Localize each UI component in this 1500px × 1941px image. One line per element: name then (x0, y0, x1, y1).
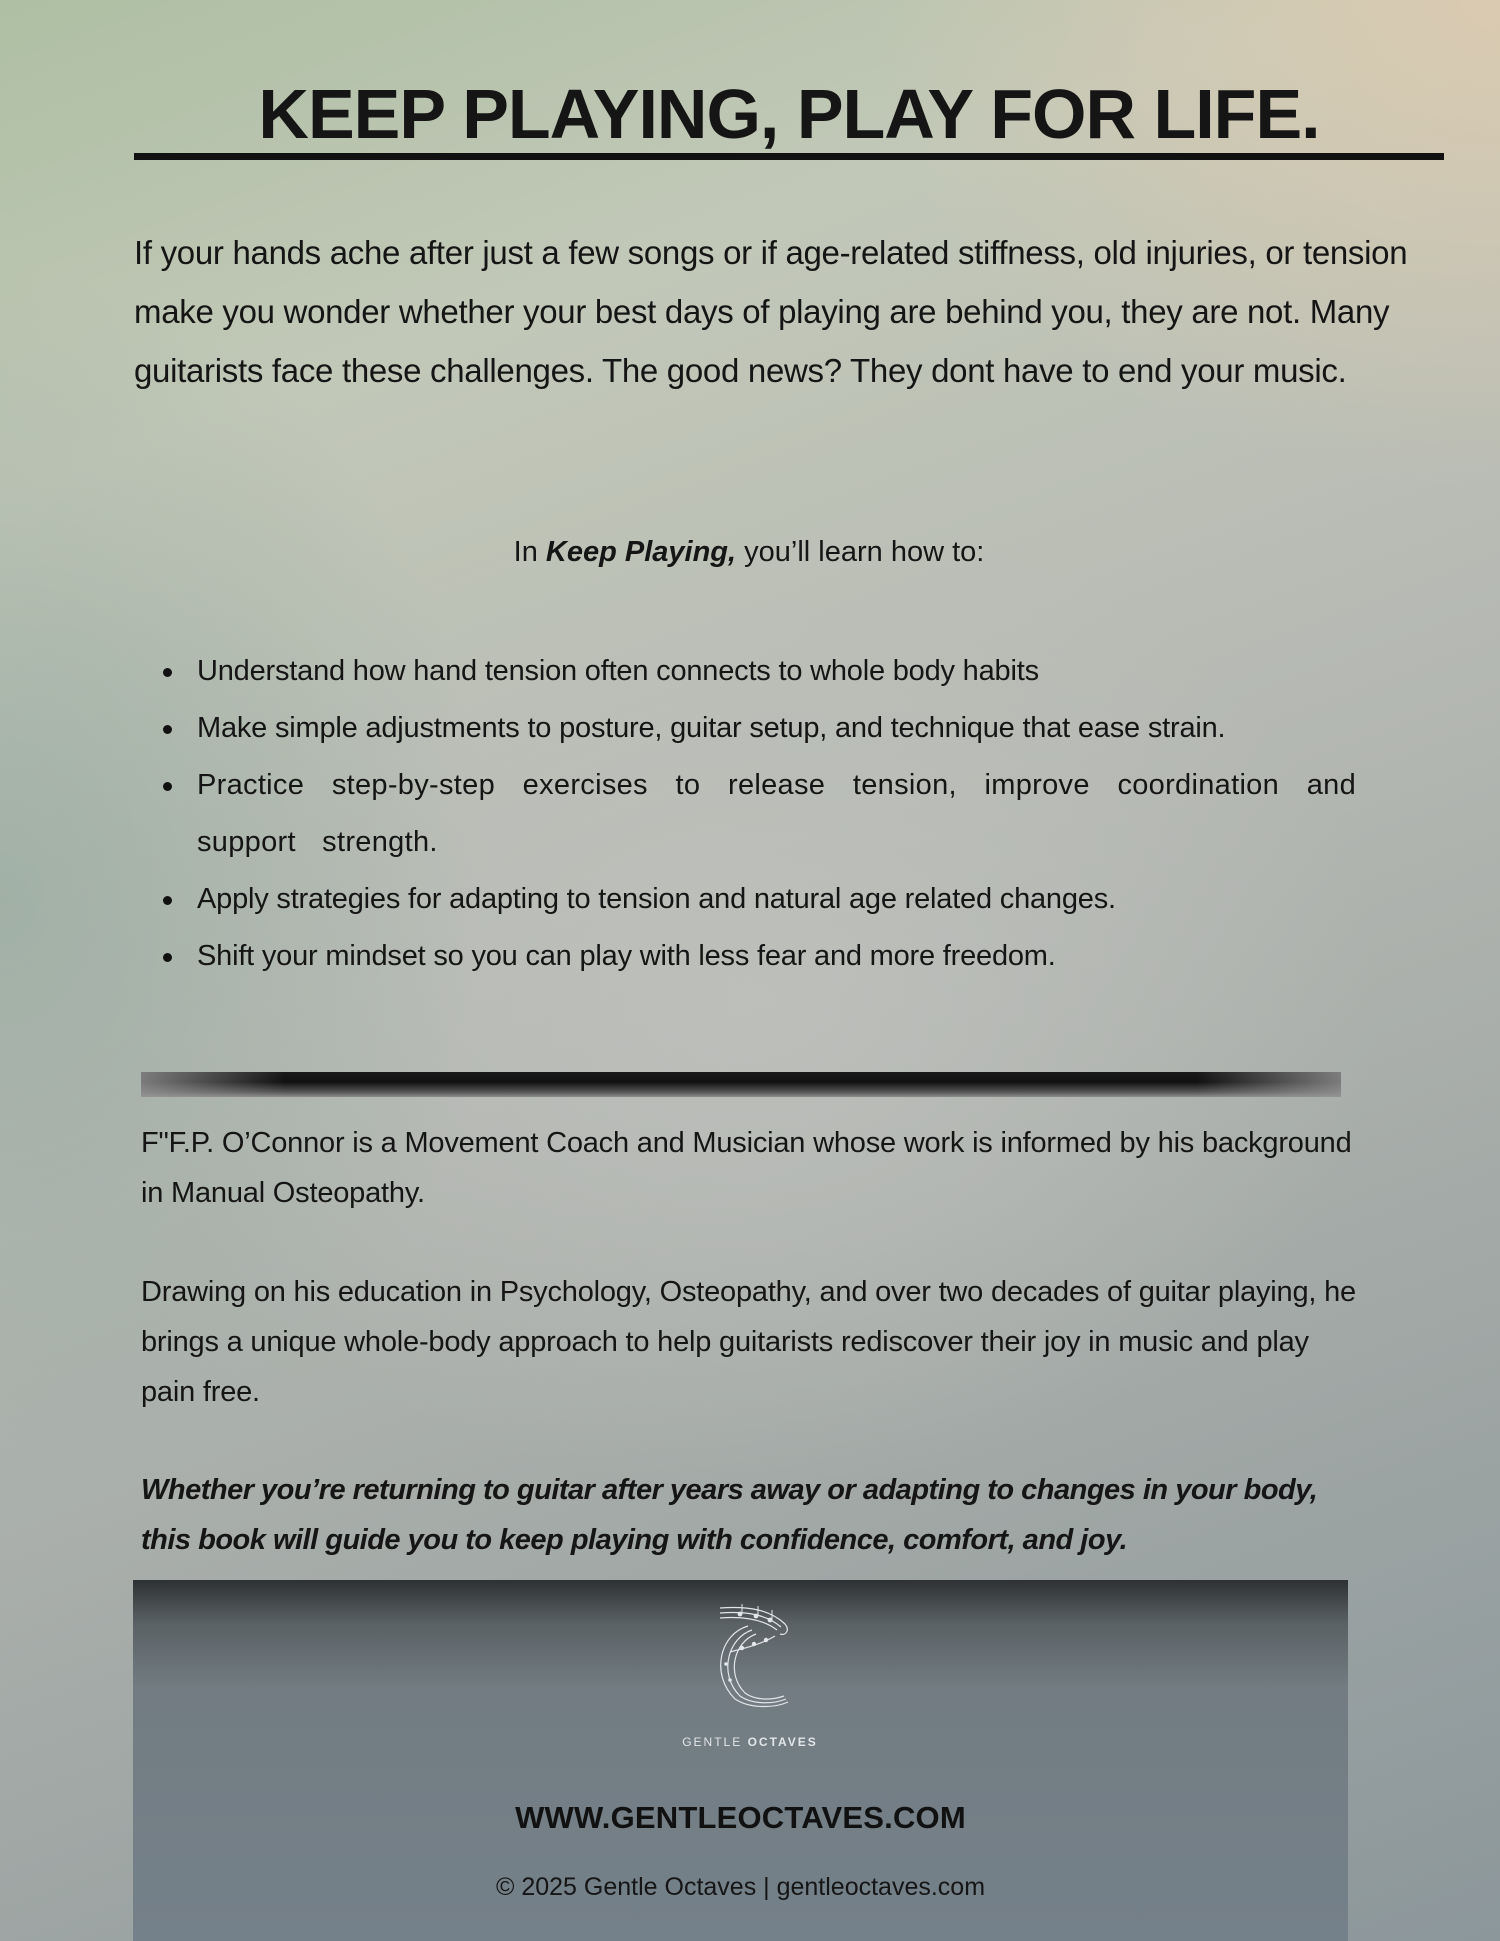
book-title: Keep Playing, (545, 536, 737, 568)
list-item: Understand how hand tension often connects to whole body habits (160, 643, 1356, 700)
logo-word-bold: OCTAVES (747, 1735, 818, 1749)
logo-wordmark (600, 1735, 900, 1749)
closing-statement: Whether you’re returning to guitar after years away or adapting to changes in your body, this book will guide you to keep playing with confidence, comfort, and joy. (141, 1474, 1318, 1556)
author-background-paragraph: Drawing on his education in Psychology, Osteopathy, and over two decades of guitar playing, he brings a unique whole-body approach to help guitarists rediscover their joy in music and play pain free. (141, 1276, 1356, 1408)
logo-word-light: GENTLE (682, 1735, 748, 1749)
page-title: KEEP PLAYING, PLAY FOR LIFE. (258, 75, 1320, 153)
list-item: Practice step-by-step exercises to release tension, improve coordination and support strength. (160, 757, 1356, 871)
website-url: WWW.GENTLEOCTAVES.COM (515, 1800, 966, 1835)
intro-paragraph: If your hands ache after just a few songs or if age-related stiffness, old injuries, or tension make you wonder whether your best days of playing are behind you, they are not. Many guitarists face these challenges. The good news? They dont have to end your music. (134, 234, 1408, 389)
gentle-octaves-logo-icon (690, 1604, 810, 1714)
copyright-line: © 2025 Gentle Octaves | gentleoctaves.com (495, 1873, 986, 1901)
list-item: Make simple adjustments to posture, guitar setup, and technique that ease strain. (160, 700, 1356, 757)
title-underline (134, 153, 1444, 160)
learn-suffix: you’ll learn how to: (736, 536, 985, 568)
learn-heading (134, 530, 1364, 574)
list-item: Shift your mindset so you can play with less fear and more freedom. (160, 928, 1356, 985)
learning-list (160, 643, 1356, 985)
learn-prefix: In (513, 536, 546, 568)
author-bio-paragraph: F"F.P. O’Connor is a Movement Coach and Musician whose work is informed by his background in Manual Osteopathy. (141, 1127, 1352, 1209)
list-item: Apply strategies for adapting to tension and natural age related changes. (160, 871, 1356, 928)
section-divider (141, 1072, 1341, 1097)
